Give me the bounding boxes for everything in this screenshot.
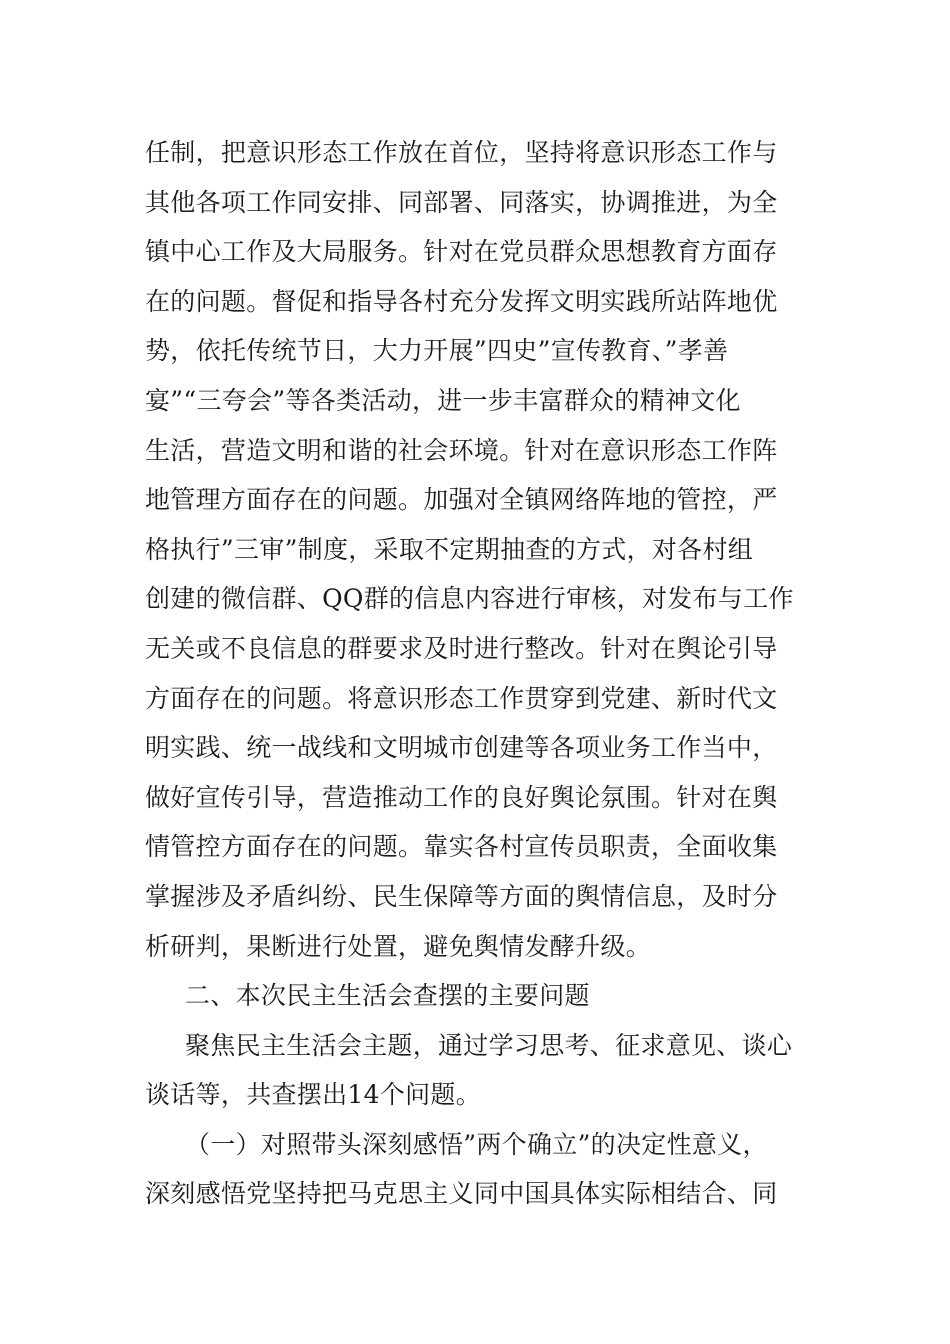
body-line: 无关或不良信息的群要求及时进行整改。针对在舆论引导: [145, 633, 778, 663]
body-line: 生活，营造文明和谐的社会环境。针对在意识形态工作阵: [145, 435, 778, 465]
body-line: 析研判，果断进行处置，避免舆情发酵升级。: [145, 931, 652, 961]
body-line: 势，依托传统节日，大力开展”四史”宣传教育、”孝善: [145, 336, 729, 366]
body-line: 在的问题。督促和指导各村充分发挥文明实践所站阵地优: [145, 286, 778, 316]
subsection-line: 深刻感悟党坚持把马克思主义同中国具体实际相结合、同: [145, 1179, 778, 1209]
body-line: 宴”“三夸会”等各类活动，进一步丰富群众的精神文化: [145, 385, 741, 415]
body-line: 镇中心工作及大局服务。针对在党员群众思想教育方面存: [145, 237, 778, 267]
section-heading: 二、本次民主生活会查摆的主要问题: [185, 981, 590, 1011]
body-line: 明实践、统一战线和文明城市创建等各项业务工作当中，: [145, 733, 778, 763]
body-line: 其他各项工作同安排、同部署、同落实，协调推进，为全: [145, 187, 778, 217]
body-line: 创建的微信群、QQ群的信息内容进行审核，对发布与工作: [145, 584, 794, 614]
body-line: 地管理方面存在的问题。加强对全镇网络阵地的管控，严: [145, 485, 778, 515]
body-line: 情管控方面存在的问题。靠实各村宣传员职责，全面收集: [145, 832, 778, 862]
document-body: [145, 128, 815, 1219]
body-line: 做好宣传引导，营造推动工作的良好舆论氛围。针对在舆: [145, 782, 778, 812]
body-line: 格执行”三审”制度，采取不定期抽查的方式，对各村组: [145, 534, 754, 564]
paragraph-line: 聚焦民主生活会主题，通过学习思考、征求意见、谈心: [185, 1030, 793, 1060]
body-line: 任制，把意识形态工作放在首位，坚持将意识形态工作与: [145, 138, 778, 167]
subsection-line: （一）对照带头深刻感悟”两个确立”的决定性意义，: [185, 1129, 768, 1159]
paragraph-line: 谈话等，共查摆出14个问题。: [145, 1080, 482, 1110]
body-line: 方面存在的问题。将意识形态工作贯穿到党建、新时代文: [145, 683, 778, 713]
body-line: 掌握涉及矛盾纠纷、民生保障等方面的舆情信息，及时分: [145, 881, 778, 911]
